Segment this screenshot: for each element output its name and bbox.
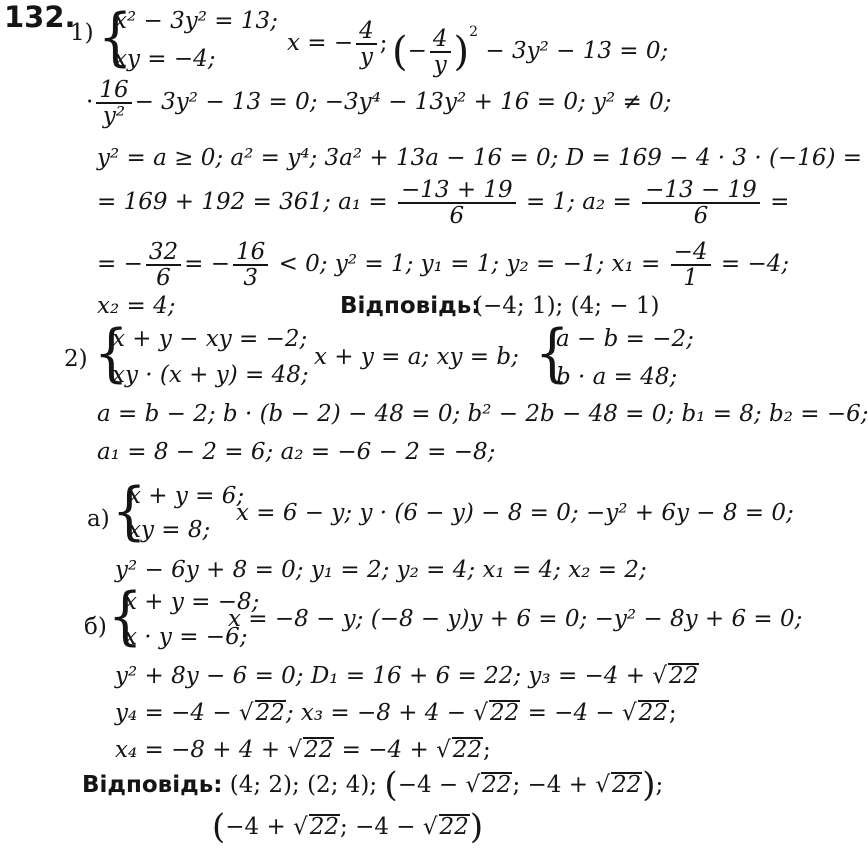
case-b-solution: x = −8 − y; (−8 − y)y + 6 = 0; −y² − 8y + 6 = 0;	[228, 606, 803, 632]
part1-eq2: xy = −4;	[114, 46, 216, 72]
part1-line3: y² = a ≥ 0; a² = y⁴; 3a² + 13a − 16 = 0; D = 169 − 4 · 3 · (−16) =	[97, 145, 863, 171]
system-brace: {	[94, 316, 129, 391]
part1-answer: (−4; 1); (4; − 1)	[474, 293, 660, 319]
part2-answer-row2: (−4 + √22; −4 − √22)	[212, 807, 484, 847]
part1-line4: = 169 + 192 = 361; a₁ = $\frac{-13 + 19}{6}$ = 1; a₂ = $\frac{-13 - 19}{6}$ =	[97, 177, 790, 229]
part1-eq1: x² − 3y² = 13;	[114, 8, 278, 34]
case-a-solution: x = 6 − y; y · (6 − y) − 8 = 0; −y² + 6y − 8 = 0;	[236, 500, 794, 526]
part1-line5: = − $\frac{32}{6}$ = − $\frac{16}{3}$ < 0; y² = 1; y₁ = 1; y₂ = −1; x₁ = $\frac{-4}{1}$ = −4;	[97, 239, 790, 291]
case-b-label: б)	[84, 614, 107, 640]
part2-ab-eq2: b · a = 48;	[556, 364, 678, 390]
part2-line2: a = b − 2; b · (b − 2) − 48 = 0; b² − 2b − 48 = 0; b₁ = 8; b₂ = −6;	[97, 401, 868, 427]
part2-answer-row1: Відповідь: (4; 2); (2; 4); (−4 − √22; −4 + √22);	[82, 765, 664, 805]
case-b-line2: y₄ = −4 − √22; x₃ = −8 + 4 − √22 = −4 − √22;	[115, 700, 677, 726]
system-brace: {	[535, 316, 570, 391]
case-a-roots: y² − 6y + 8 = 0; y₁ = 2; y₂ = 4; x₁ = 4; x₂ = 2;	[115, 557, 647, 583]
problem-number: 132.	[4, 0, 76, 34]
case-b-line3: x₄ = −8 + 4 + √22 = −4 + √22;	[115, 737, 491, 763]
part2-substitution: x + y = a; xy = b;	[314, 344, 519, 370]
case-b-eq1: x + y = −8;	[124, 589, 260, 615]
part2-line3: a₁ = 8 − 2 = 6; a₂ = −6 − 2 = −8;	[97, 439, 496, 465]
case-b-line1: y² + 8y − 6 = 0; D₁ = 16 + 6 = 22; y₃ = −4 + √22	[115, 663, 699, 689]
part1-substitution: x = − $\frac{4}{y}$ ;	[287, 18, 388, 70]
part1-plugged-equation: (− $\frac{4}{y}$ )$^2$ − 3y² − 13 = 0;	[392, 24, 669, 78]
part1-answer-label: Відповідь:	[340, 293, 481, 319]
case-a-eq2: xy = 8;	[128, 517, 211, 543]
system-brace: {	[98, 0, 133, 75]
case-b-eq2: x · y = −6;	[124, 624, 248, 650]
part2-label: 2)	[64, 346, 88, 372]
part1-line6: x₂ = 4;	[97, 293, 176, 319]
system-brace: {	[112, 474, 147, 549]
part1-label: 1)	[70, 20, 94, 46]
case-a-label: а)	[87, 506, 110, 532]
part2-eq1: x + y − xy = −2;	[112, 326, 308, 352]
case-a-eq1: x + y = 6;	[128, 483, 245, 509]
part2-eq2: xy · (x + y) = 48;	[112, 362, 309, 388]
system-brace: {	[108, 579, 143, 654]
part1-line2: · $\frac{16}{\text{y²}}$ − 3y² − 13 = 0; −3y⁴ − 13y² + 16 = 0; y² ≠ 0;	[86, 77, 672, 129]
part2-ab-eq1: a − b = −2;	[556, 326, 694, 352]
